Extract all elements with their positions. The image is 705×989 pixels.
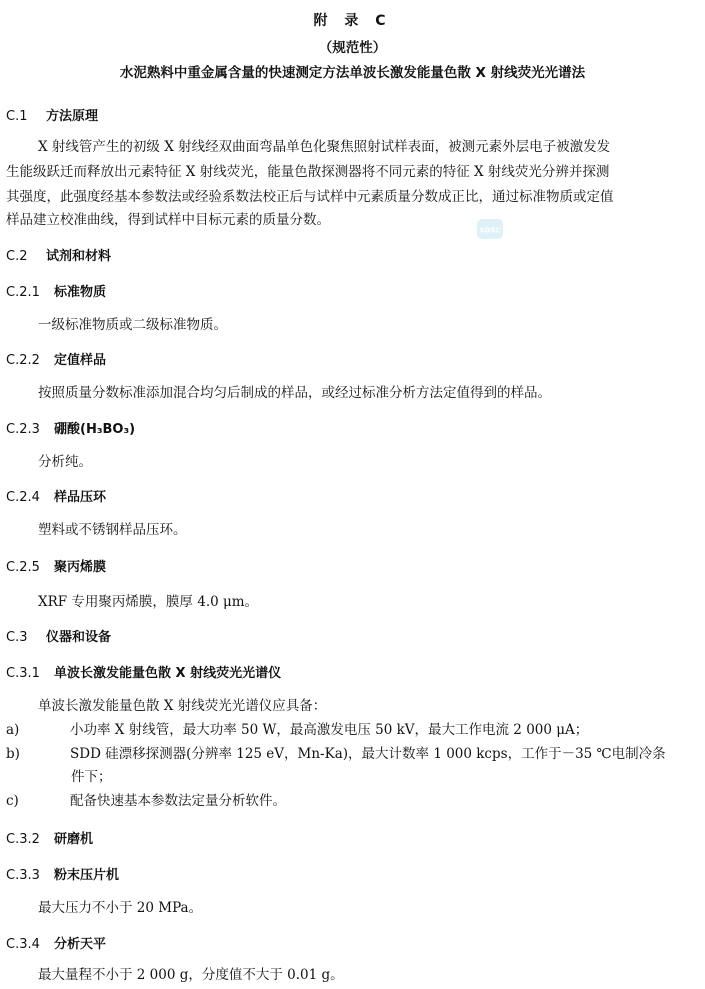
c31-intro-text: 单波长激发能量色散 X 射线荧光光谱仪应具备： — [38, 698, 327, 714]
section-c22-heading — [6, 349, 106, 368]
section-c34-heading — [6, 933, 106, 952]
section-number: C.2.3 — [6, 422, 40, 437]
section-title: 样品压环 — [54, 490, 107, 505]
c33-text — [6, 896, 698, 921]
c24-text-content: 塑料或不锈钢样品压环。 — [38, 522, 187, 538]
list-item-a — [6, 718, 698, 743]
section-title: 标准物质 — [54, 285, 107, 300]
c24-text — [6, 518, 698, 543]
section-title: 仪器和设备 — [46, 630, 112, 645]
c1-line-1 — [6, 135, 698, 160]
section-number: C.3.2 — [6, 832, 40, 847]
section-number: C.1 — [6, 109, 28, 124]
c22-text — [6, 381, 698, 406]
section-title: 硼酸(H₃BO₃) — [54, 422, 136, 437]
section-title: 单波长激发能量色散 X 射线荧光光谱仪 — [54, 666, 282, 681]
section-c1-heading — [6, 105, 98, 124]
c1-line-2: 生能级跃迁而释放出元素特征 X 射线荧光，能量色散探测器将不同元素的特征 X 射线荧光分辨并探测 — [6, 164, 610, 180]
list-label: a) — [6, 722, 20, 738]
list-text: SDD 硅漂移探测器(分辨率 125 eV，Mn-Ka)，最大计数率 1 000 kcps，工作于－35 ℃电制冷条 — [70, 746, 666, 762]
c34-text — [6, 963, 698, 988]
list-text: 配备快速基本参数法定量分析软件。 — [70, 793, 286, 809]
c1-line-1-text: X 射线管产生的初级 X 射线经双曲面弯晶单色化聚焦照射试样表面，被测元素外层电子被激发发 — [38, 139, 611, 155]
section-c23-heading — [6, 418, 135, 437]
section-c32-heading — [6, 828, 93, 847]
c23-text — [6, 450, 698, 475]
section-number: C.3.3 — [6, 868, 40, 883]
c25-text-content: XRF 专用聚丙烯膜，膜厚 4.0 μm。 — [38, 594, 259, 610]
c1-line-3: 其强度，此强度经基本参数法或经验系数法校正后与试样中元素质量分数成正比，通过标准物质或定值 — [6, 189, 614, 205]
section-c24-heading — [6, 486, 106, 505]
c33-text-content: 最大压力不小于 20 MPa。 — [38, 900, 203, 916]
section-c25-heading — [6, 556, 106, 575]
list-text: 小功率 X 射线管，最大功率 50 W，最高激发电压 50 kV，最大工作电流 2 000 μA； — [70, 722, 589, 738]
section-number: C.3 — [6, 630, 28, 645]
section-number: C.2.4 — [6, 490, 40, 505]
section-title: 试剂和材料 — [46, 249, 112, 264]
section-title: 聚丙烯膜 — [54, 560, 107, 575]
c25-text — [6, 590, 698, 615]
c1-line-4: 样品建立校准曲线，得到试样中目标元素的质量分数。 — [6, 212, 330, 228]
section-number: C.3.4 — [6, 937, 40, 952]
c23-text-content: 分析纯。 — [38, 454, 92, 470]
c22-text-content: 按照质量分数标准添加混合均匀后制成的样品，或经过标准分析方法定值得到的样品。 — [38, 385, 551, 401]
list-item-b — [6, 742, 698, 767]
section-number: C.3.1 — [6, 666, 40, 681]
section-c2-heading — [6, 245, 111, 264]
watermark-icon — [477, 219, 503, 239]
section-c31-heading — [6, 662, 281, 681]
section-title: 分析天平 — [54, 937, 107, 952]
section-title: 方法原理 — [46, 109, 99, 124]
section-title: 定值样品 — [54, 353, 107, 368]
section-title: 研磨机 — [54, 832, 94, 847]
section-number: C.2.5 — [6, 560, 40, 575]
list-item-c — [6, 789, 698, 814]
section-c33-heading — [6, 864, 119, 883]
list-label: c) — [6, 793, 19, 809]
c31-intro — [6, 694, 698, 719]
c34-text-content: 最大量程不小于 2 000 g，分度值不大于 0.01 g。 — [38, 967, 344, 983]
section-number: C.2.2 — [6, 353, 40, 368]
section-number: C.2.1 — [6, 285, 40, 300]
watermark-logo — [477, 219, 503, 239]
c21-text — [6, 313, 698, 338]
section-c21-heading — [6, 281, 106, 300]
section-c3-heading — [6, 626, 111, 645]
normative-label: （规范性） — [318, 40, 387, 56]
appendix-title: 水泥熟料中重金属含量的快速测定方法单波长激发能量色散 X 射线荧光光谱法 — [119, 65, 586, 81]
appendix-heading: 附 录 C — [313, 13, 392, 29]
svg-text:SDSC: SDSC — [479, 226, 501, 235]
section-title: 粉末压片机 — [54, 868, 120, 883]
c21-text-content: 一级标准物质或二级标准物质。 — [38, 317, 227, 333]
section-number: C.2 — [6, 249, 28, 264]
list-label: b) — [6, 746, 20, 762]
list-item-b-continued: 件下； — [71, 769, 112, 785]
